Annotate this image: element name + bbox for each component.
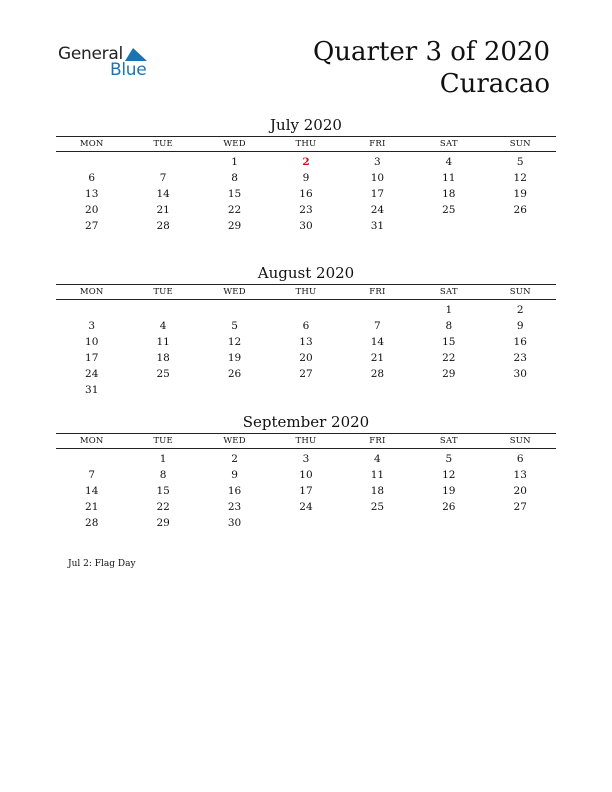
week-row [56,218,556,234]
day-cell: 8 [445,320,453,332]
weekday-header: MON [79,287,104,297]
day-cell: 21 [156,204,170,216]
weekday-header-row [56,433,556,449]
weekday-header: THU [295,287,317,297]
week-row [56,302,556,318]
weekday-header: SAT [439,436,458,446]
day-cell: 27 [85,220,99,232]
day-cell: 7 [374,320,381,332]
week-row [56,467,556,483]
day-cell: 26 [442,501,456,513]
day-cell: 24 [299,501,313,513]
month-calendar-september [56,411,556,531]
day-cell: 13 [85,188,99,200]
day-cell: 11 [442,172,456,184]
weekday-header: SUN [509,139,531,149]
weekday-header: WED [223,287,246,297]
day-cell: 14 [85,485,99,497]
day-cell: 24 [370,204,385,216]
day-cell: 19 [227,352,242,364]
day-cell: 31 [370,220,385,232]
day-cell: 7 [88,469,96,481]
day-cell: 24 [85,368,99,380]
week-row [56,170,556,186]
holiday-day-cell: 2 [302,156,310,168]
day-cell: 15 [442,336,456,348]
country-title: Curacao [439,69,550,99]
day-cell: 25 [370,501,385,513]
day-cell: 9 [516,320,524,332]
logo-triangle-icon [125,47,147,61]
day-cell: 11 [156,336,170,348]
day-cell: 23 [513,352,527,364]
day-cell: 20 [299,352,313,364]
month-calendar-july [56,114,556,234]
weekday-header: THU [295,436,317,446]
day-cell: 17 [85,352,99,364]
weeks [56,300,556,398]
day-cell: 30 [299,220,313,232]
day-cell: 1 [445,304,453,316]
day-cell: 17 [299,485,313,497]
day-cell: 10 [85,336,99,348]
day-cell: 6 [88,172,96,184]
day-cell: 29 [156,517,170,529]
day-cell: 30 [513,368,527,380]
day-cell: 25 [156,368,170,380]
day-cell: 4 [445,156,453,168]
day-cell: 23 [227,501,242,513]
day-cell: 28 [156,220,170,232]
day-cell: 22 [227,204,242,216]
quarter-title: Quarter 3 of 2020 [312,37,550,67]
day-cell: 12 [442,469,456,481]
day-cell: 12 [227,336,242,348]
week-row [56,451,556,467]
day-cell: 6 [516,453,524,465]
week-row [56,366,556,382]
day-cell: 26 [513,204,527,216]
day-cell: 20 [513,485,527,497]
day-cell: 18 [442,188,456,200]
holiday-note: Jul 2: Flag Day [68,559,136,569]
day-cell: 16 [299,188,313,200]
day-cell: 20 [85,204,99,216]
week-row [56,186,556,202]
weekday-header: SUN [509,436,531,446]
day-cell: 10 [370,172,385,184]
day-cell: 28 [85,517,99,529]
week-row [56,154,556,170]
day-cell: 16 [227,485,242,497]
day-cell: 15 [156,485,170,497]
day-cell: 27 [299,368,313,380]
logo-text-general: General [58,44,123,64]
day-cell: 15 [227,188,242,200]
day-cell: 18 [156,352,170,364]
page-title [313,36,550,100]
day-cell: 3 [374,156,381,168]
day-cell: 22 [156,501,170,513]
weekday-header: MON [79,436,104,446]
day-cell: 7 [159,172,167,184]
day-cell: 18 [370,485,385,497]
day-cell: 25 [442,204,456,216]
day-cell: 14 [370,336,385,348]
generalblue-logo [58,42,168,82]
day-cell: 22 [442,352,456,364]
day-cell: 1 [159,453,167,465]
day-cell: 29 [227,220,242,232]
day-cell: 29 [442,368,456,380]
day-cell: 6 [302,320,310,332]
week-row [56,202,556,218]
weekday-header: WED [223,139,246,149]
day-cell: 27 [513,501,527,513]
day-cell: 19 [442,485,456,497]
day-cell: 17 [370,188,385,200]
day-cell: 26 [227,368,242,380]
weekday-header: FRI [369,139,386,149]
day-cell: 14 [156,188,170,200]
month-calendar-august [56,262,556,398]
day-cell: 8 [159,469,167,481]
weekday-header: TUE [153,436,173,446]
weekday-header: FRI [369,287,386,297]
day-cell: 4 [374,453,381,465]
day-cell: 3 [302,453,310,465]
day-cell: 23 [299,204,313,216]
weeks [56,449,556,531]
weekday-header: MON [79,139,104,149]
weekday-header: SAT [439,139,458,149]
day-cell: 21 [370,352,385,364]
holiday-notes [68,559,136,569]
weekday-header: SAT [439,287,458,297]
day-cell: 9 [231,469,238,481]
day-cell: 5 [231,320,238,332]
week-row [56,382,556,398]
weekday-header: FRI [369,436,386,446]
weeks [56,152,556,234]
weekday-header-row [56,136,556,152]
weekday-header: TUE [153,287,173,297]
week-row [56,515,556,531]
week-row [56,318,556,334]
day-cell: 2 [231,453,238,465]
day-cell: 19 [513,188,527,200]
day-cell: 28 [370,368,385,380]
day-cell: 13 [513,469,527,481]
weekday-header: WED [223,436,246,446]
day-cell: 10 [299,469,313,481]
weekday-header: THU [295,139,317,149]
day-cell: 11 [370,469,385,481]
day-cell: 12 [513,172,527,184]
day-cell: 16 [513,336,527,348]
day-cell: 13 [299,336,313,348]
day-cell: 5 [516,156,524,168]
month-title: August 2020 [257,264,355,282]
week-row [56,334,556,350]
day-cell: 2 [516,304,524,316]
month-title: July 2020 [270,116,342,134]
day-cell: 21 [85,501,99,513]
weekday-header: SUN [509,287,531,297]
month-title: September 2020 [242,413,370,431]
day-cell: 4 [159,320,167,332]
week-row [56,499,556,515]
weekday-header: TUE [153,139,173,149]
logo-text-blue: Blue [110,60,147,80]
weekday-header-row [56,284,556,300]
day-cell: 8 [231,172,238,184]
day-cell: 3 [88,320,96,332]
week-row [56,350,556,366]
day-cell: 30 [227,517,242,529]
day-cell: 9 [302,172,310,184]
day-cell: 1 [231,156,238,168]
day-cell: 5 [445,453,453,465]
day-cell: 31 [85,384,99,396]
week-row [56,483,556,499]
